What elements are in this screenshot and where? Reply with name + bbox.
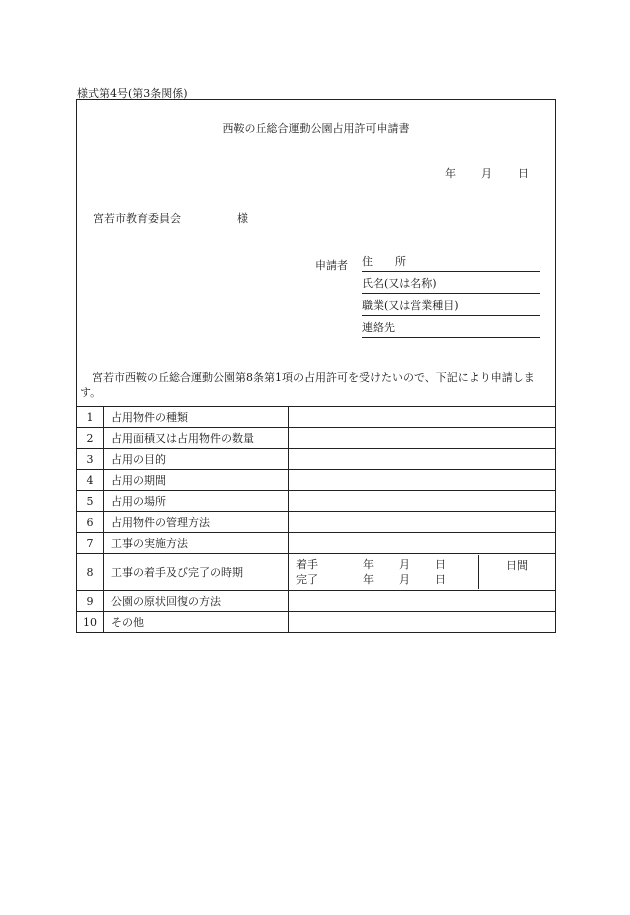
item-number: 6 xyxy=(77,512,104,533)
item-value-field[interactable] xyxy=(289,491,556,512)
table-row xyxy=(77,512,556,533)
form-title: 西鞍の丘総合運動公園占用許可申請書 xyxy=(222,122,410,135)
item-number: 5 xyxy=(77,491,104,512)
table-row xyxy=(77,491,556,512)
timing-start-label: 着手 xyxy=(296,558,318,571)
item-value-field[interactable] xyxy=(289,449,556,470)
item-number: 9 xyxy=(77,591,104,612)
item-label: その他 xyxy=(104,612,289,633)
applicant-label: 申請者 xyxy=(315,259,348,272)
timing-duration-days: 日間 xyxy=(478,555,555,589)
timing-start-day: 日 xyxy=(435,558,446,571)
item-number: 2 xyxy=(77,428,104,449)
item-label: 占用の期間 xyxy=(104,470,289,491)
item-label: 公園の原状回復の方法 xyxy=(104,591,289,612)
item-value-field[interactable] xyxy=(289,512,556,533)
applicant-address-field[interactable]: 住 所 xyxy=(362,255,540,272)
table-row xyxy=(77,554,556,591)
timing-end-day: 日 xyxy=(435,573,446,586)
item-value-field[interactable] xyxy=(289,612,556,633)
table-row xyxy=(77,407,556,428)
item-label: 工事の着手及び完了の時期 xyxy=(104,554,289,591)
item-number: 7 xyxy=(77,533,104,554)
item-label: 占用の場所 xyxy=(104,491,289,512)
addressee: 宮若市教育委員会 xyxy=(93,212,181,225)
table-row xyxy=(77,470,556,491)
honorific: 様 xyxy=(237,212,248,225)
table-row xyxy=(77,449,556,470)
item-value-field[interactable] xyxy=(289,591,556,612)
applicant-contact-field[interactable]: 連絡先 xyxy=(362,321,540,338)
table-row xyxy=(77,612,556,633)
items-table xyxy=(76,406,556,633)
item-number: 8 xyxy=(77,554,104,591)
application-header-frame xyxy=(76,99,556,406)
item-number: 4 xyxy=(77,470,104,491)
date-month: 月 xyxy=(481,167,492,180)
item-number: 1 xyxy=(77,407,104,428)
item-value-field[interactable] xyxy=(289,470,556,491)
item-label: 工事の実施方法 xyxy=(104,533,289,554)
timing-end-label: 完了 xyxy=(296,573,318,586)
applicant-name-field[interactable]: 氏名(又は名称) xyxy=(362,277,540,294)
item-label: 占用面積又は占用物件の数量 xyxy=(104,428,289,449)
item-value-field[interactable] xyxy=(289,407,556,428)
date-year: 年 xyxy=(445,167,456,180)
timing-end-year: 年 xyxy=(363,573,374,586)
timing-start-month: 月 xyxy=(399,558,410,571)
item-number: 10 xyxy=(77,612,104,633)
item-number: 3 xyxy=(77,449,104,470)
timing-cell[interactable] xyxy=(289,554,556,591)
item-value-field[interactable] xyxy=(289,533,556,554)
item-label: 占用物件の種類 xyxy=(104,407,289,428)
item-label: 占用物件の管理方法 xyxy=(104,512,289,533)
table-row xyxy=(77,591,556,612)
table-row xyxy=(77,533,556,554)
timing-end-month: 月 xyxy=(399,573,410,586)
timing-start-year: 年 xyxy=(363,558,374,571)
form-number-label: 様式第4号(第3条関係) xyxy=(77,87,188,100)
date-day: 日 xyxy=(518,167,529,180)
table-row xyxy=(77,428,556,449)
item-label: 占用の目的 xyxy=(104,449,289,470)
item-value-field[interactable] xyxy=(289,428,556,449)
application-statement: 宮若市西鞍の丘総合運動公園第8条第1項の占用許可を受けたいので、下記により申請します。 xyxy=(80,371,535,399)
applicant-occupation-field[interactable]: 職業(又は営業種目) xyxy=(362,299,540,316)
